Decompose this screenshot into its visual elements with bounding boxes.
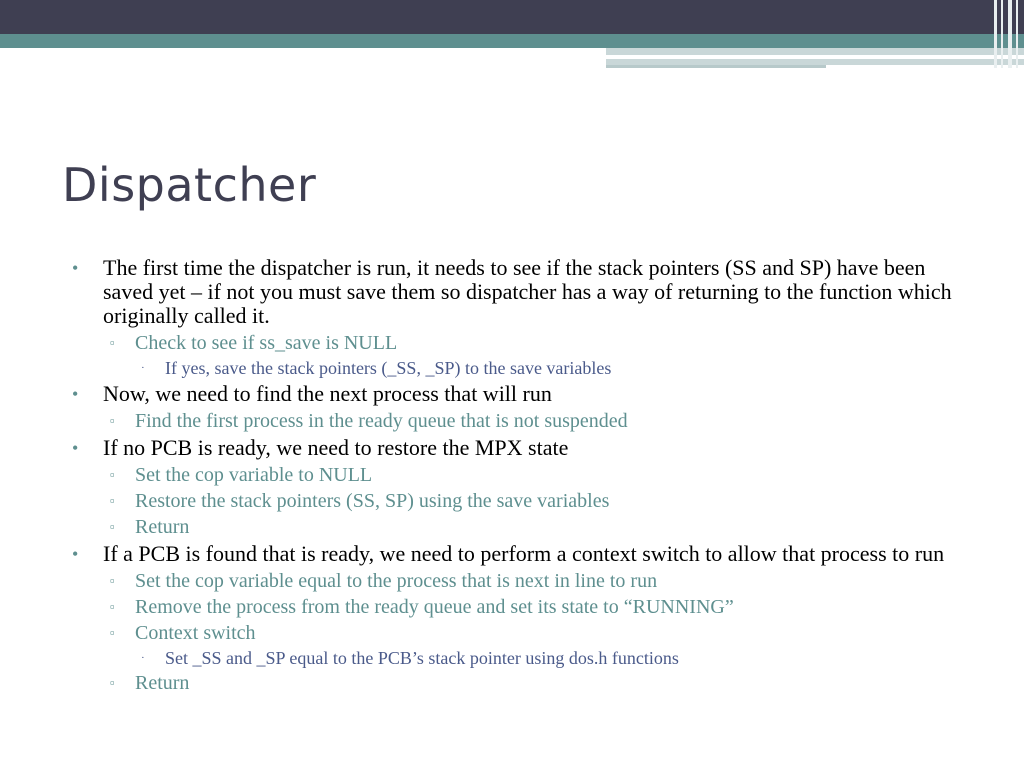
header-banner bbox=[0, 0, 1024, 80]
sub-bullet-marker: ▫ bbox=[110, 625, 115, 640]
bullet-item bbox=[72, 436, 972, 460]
sub-bullet-item bbox=[72, 490, 972, 512]
sub-bullet-text: Check to see if ss_save is NULL bbox=[135, 332, 398, 354]
sub-sub-bullet-item bbox=[72, 358, 972, 378]
sub-bullet-marker: ▫ bbox=[110, 573, 115, 588]
header-stripe bbox=[994, 0, 997, 68]
sub-bullet-item bbox=[72, 622, 972, 644]
sub-bullet-item bbox=[72, 464, 972, 486]
bullet-text: If a PCB is found that is ready, we need to perform a context switch to allow that process to run bbox=[103, 541, 945, 566]
bullet-list bbox=[72, 256, 972, 694]
sub-bullet-text: Restore the stack pointers (SS, SP) using the save variables bbox=[135, 490, 610, 512]
sub-sub-bullet-marker: · bbox=[141, 362, 145, 374]
header-accent-bar-3 bbox=[606, 65, 826, 68]
sub-bullet-item bbox=[72, 410, 972, 432]
sub-bullet-item bbox=[72, 516, 972, 538]
sub-bullet-marker: ▫ bbox=[110, 467, 115, 482]
sub-bullet-text: Set the cop variable to NULL bbox=[135, 464, 373, 486]
sub-bullet-item bbox=[72, 596, 972, 618]
bullet-text: Now, we need to find the next process that will run bbox=[103, 381, 552, 406]
sub-bullet-marker: ▫ bbox=[110, 519, 115, 534]
bullet-text: If no PCB is ready, we need to restore the MPX state bbox=[103, 435, 569, 460]
slide-title: Dispatcher bbox=[62, 158, 317, 212]
bullet-marker: • bbox=[72, 438, 79, 458]
header-stripe bbox=[1001, 0, 1003, 68]
sub-bullet-item bbox=[72, 672, 972, 694]
sub-sub-bullet-text: Set _SS and _SP equal to the PCB’s stack pointer using dos.h functions bbox=[165, 648, 679, 668]
sub-sub-bullet-item bbox=[72, 648, 972, 668]
sub-bullet-text: Return bbox=[135, 672, 190, 694]
bullet-text: The first time the dispatcher is run, it needs to see if the stack pointers (SS and SP) have been saved yet – if not you must save them so dispatcher has a way of returning to the function which originally called it. bbox=[103, 255, 952, 328]
bullet-item bbox=[72, 382, 972, 406]
sub-sub-bullet-text: If yes, save the stack pointers (_SS, _SP) to the save variables bbox=[165, 358, 612, 378]
header-stripe bbox=[1016, 0, 1018, 68]
sub-bullet-item bbox=[72, 570, 972, 592]
sub-bullet-marker: ▫ bbox=[110, 493, 115, 508]
sub-bullet-text: Return bbox=[135, 516, 190, 538]
sub-bullet-text: Remove the process from the ready queue and set its state to “RUNNING” bbox=[135, 596, 734, 618]
sub-sub-bullet-marker: · bbox=[141, 652, 145, 664]
sub-bullet-marker: ▫ bbox=[110, 599, 115, 614]
sub-bullet-marker: ▫ bbox=[110, 335, 115, 350]
sub-bullet-text: Context switch bbox=[135, 622, 256, 644]
sub-bullet-marker: ▫ bbox=[110, 413, 115, 428]
header-dark-bar bbox=[0, 0, 1024, 34]
sub-bullet-text: Set the cop variable equal to the process that is next in line to run bbox=[135, 570, 658, 592]
sub-bullet-text: Find the first process in the ready queue that is not suspended bbox=[135, 410, 628, 432]
sub-bullet-item bbox=[72, 332, 972, 354]
bullet-marker: • bbox=[72, 544, 79, 564]
sub-bullet-marker: ▫ bbox=[110, 675, 115, 690]
header-stripe bbox=[1008, 0, 1012, 68]
bullet-item bbox=[72, 542, 972, 566]
bullet-marker: • bbox=[72, 384, 79, 404]
bullet-marker: • bbox=[72, 258, 79, 278]
bullet-item bbox=[72, 256, 972, 328]
header-teal-bar bbox=[0, 34, 1024, 48]
header-accent-bar bbox=[606, 48, 1024, 55]
